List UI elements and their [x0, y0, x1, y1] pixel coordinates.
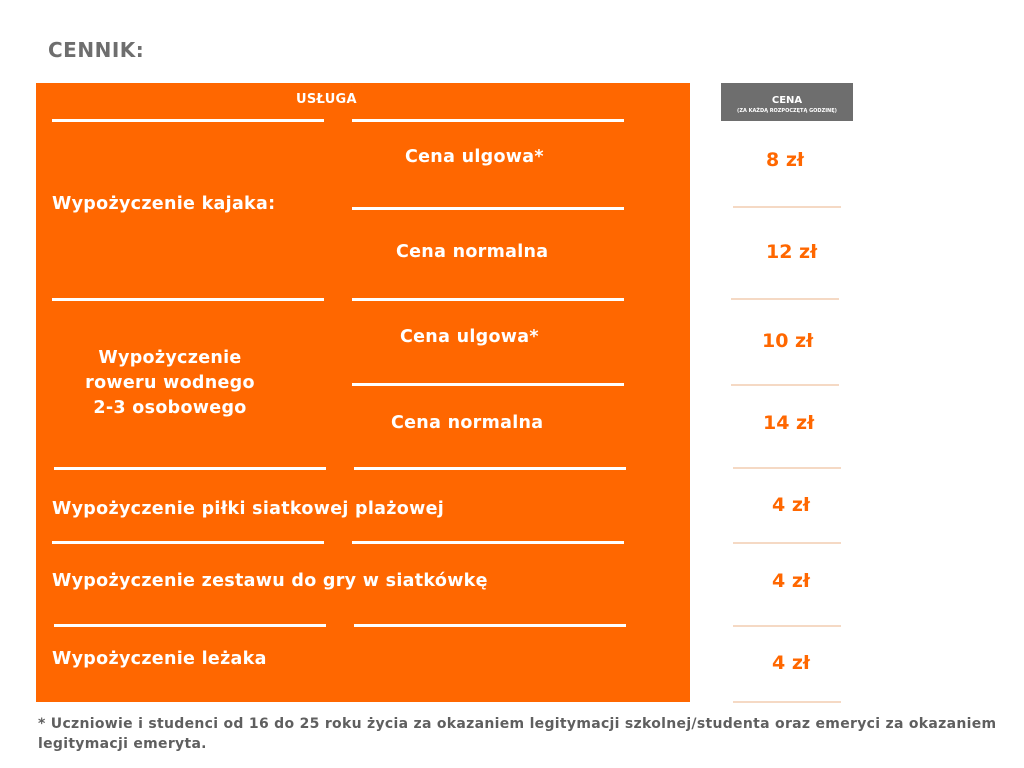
price-divider [733, 701, 841, 703]
price-divider [731, 298, 839, 300]
price-value: 4 zł [772, 652, 810, 674]
variant-label-normal: Cena normalna [391, 413, 544, 433]
divider-line [352, 541, 624, 544]
variant-label-reduced: Cena ulgowa* [400, 327, 539, 347]
divider-line [54, 467, 326, 470]
price-value: 4 zł [772, 494, 810, 516]
price-divider [731, 384, 839, 386]
price-value: 4 zł [772, 570, 810, 592]
price-divider [733, 542, 841, 544]
price-header-sublabel: (ZA KAŻDĄ ROZPOCZĘTĄ GODZINĘ) [737, 108, 837, 114]
price-value: 10 zł [762, 330, 814, 352]
service-name-pedal-boat [52, 346, 288, 421]
service-name-line: roweru wodnego [85, 373, 255, 393]
divider-line [352, 383, 624, 386]
divider-line [352, 298, 624, 301]
price-divider [733, 206, 841, 208]
divider-line [354, 467, 626, 470]
service-name-kayak: Wypożyczenie kajaka: [52, 194, 276, 214]
price-divider [733, 467, 841, 469]
footnote: * Uczniowie i studenci od 16 do 25 roku życia za okazaniem legitymacji szkolnej/studenta oraz emeryci za okazaniem legitymacji emeryta. [38, 716, 997, 752]
service-name-volleyball-set: Wypożyczenie zestawu do gry w siatkówkę [52, 571, 488, 591]
variant-label-reduced: Cena ulgowa* [405, 147, 544, 167]
service-name-line: Wypożyczenie [98, 348, 242, 368]
divider-line [52, 119, 324, 122]
price-value: 14 zł [763, 412, 815, 434]
divider-line [352, 207, 624, 210]
divider-line [352, 119, 624, 122]
divider-line [54, 624, 326, 627]
divider-line [52, 541, 324, 544]
price-column-header [721, 83, 853, 121]
price-value: 8 zł [766, 149, 804, 171]
price-value: 12 zł [766, 241, 818, 263]
price-divider [733, 625, 841, 627]
service-name-deckchair: Wypożyczenie leżaka [52, 649, 267, 669]
divider-line [52, 298, 324, 301]
price-header-label: CENA [771, 95, 803, 106]
service-column-header: USŁUGA [296, 92, 357, 107]
service-name-volleyball: Wypożyczenie piłki siatkowej plażowej [52, 499, 445, 519]
page-title: CENNIK: [48, 38, 145, 62]
variant-label-normal: Cena normalna [396, 242, 549, 262]
service-name-line: 2-3 osobowego [93, 398, 247, 418]
divider-line [354, 624, 626, 627]
